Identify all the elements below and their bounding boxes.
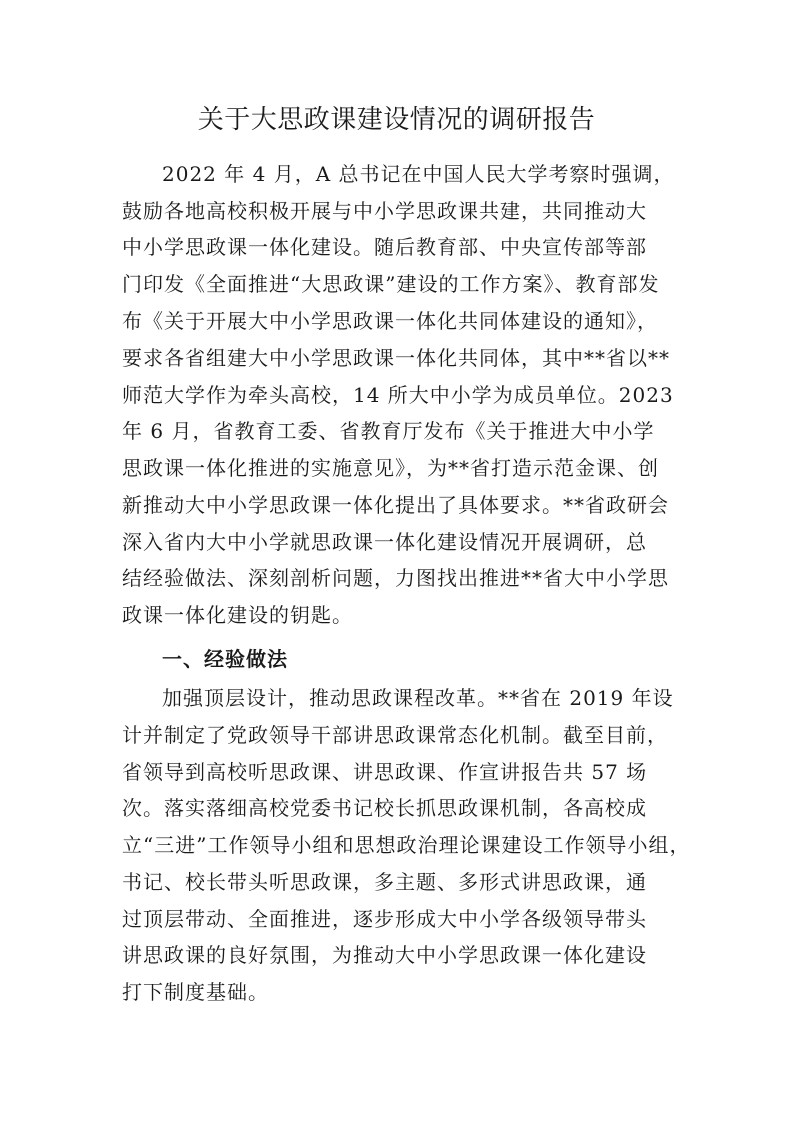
paragraph-2-line-7: 过顶层带动、全面推进，逐步形成大中小学各级领导带头 [122, 907, 647, 931]
paragraph-1-line-4: 门印发《全面推进“大思政课”建设的工作方案》、教育部发 [122, 272, 660, 296]
paragraph-1-line-9: 思政课一体化推进的实施意见》，为**省打造示范金课、创 [122, 456, 659, 480]
section-heading-experience: 一、经验做法 [162, 647, 288, 671]
paragraph-2-line-4: 次。落实落细高校党委书记校长抓思政课机制，各高校成 [122, 796, 647, 820]
paragraph-1-line-12: 结经验做法、深刻剖析问题，力图找出推进**省大中小学思 [122, 566, 669, 590]
paragraph-2-line-3: 省领导到高校听思政课、讲思政课、作宣讲报告共 57 场 [122, 760, 648, 784]
paragraph-1-line-3: 中小学思政课一体化建设。随后教育部、中央宣传部等部 [122, 235, 647, 259]
paragraph-1-line-8: 年 6 月，省教育工委、省教育厅发布《关于推进大中小学 [122, 419, 655, 443]
paragraph-2-line-8: 讲思政课的良好氛围，为推动大中小学思政课一体化建设 [122, 943, 647, 967]
paragraph-1-line-5: 布《关于开展大中小学思政课一体化共同体建设的通知》， [122, 309, 658, 333]
paragraph-2-line-1: 加强顶层设计，推动思政课程改革。**省在 2019 年设 [162, 686, 674, 710]
paragraph-1-line-10: 新推动大中小学思政课一体化提出了具体要求。**省政研会 [122, 493, 669, 517]
paragraph-1-line-6: 要求各省组建大中小学思政课一体化共同体，其中**省以** [122, 346, 670, 370]
paragraph-2-line-5: 立“三进”工作领导小组和思想政治理论课建设工作领导小组， [122, 833, 691, 857]
paragraph-1-line-7: 师范大学作为牵头高校，14 所大中小学为成员单位。2023 [122, 383, 674, 407]
paragraph-2-line-6: 书记、校长带头听思政课，多主题、多形式讲思政课，通 [122, 870, 647, 894]
paragraph-1-line-1: 2022 年 4 月，A 总书记在中国人民大学考察时强调， [162, 162, 675, 186]
paragraph-1-line-13: 政课一体化建设的钥匙。 [122, 603, 353, 627]
paragraph-2-line-9: 打下制度基础。 [122, 980, 269, 1004]
paragraph-2-line-2: 计并制定了党政领导干部讲思政课常态化机制。截至目前， [122, 723, 668, 747]
paragraph-1-line-2: 鼓励各地高校积极开展与中小学思政课共建，共同推动大 [122, 199, 647, 223]
document-title: 关于大思政课建设情况的调研报告 [197, 105, 596, 135]
paragraph-1-line-11: 深入省内大中小学就思政课一体化建设情况开展调研，总 [122, 530, 647, 554]
